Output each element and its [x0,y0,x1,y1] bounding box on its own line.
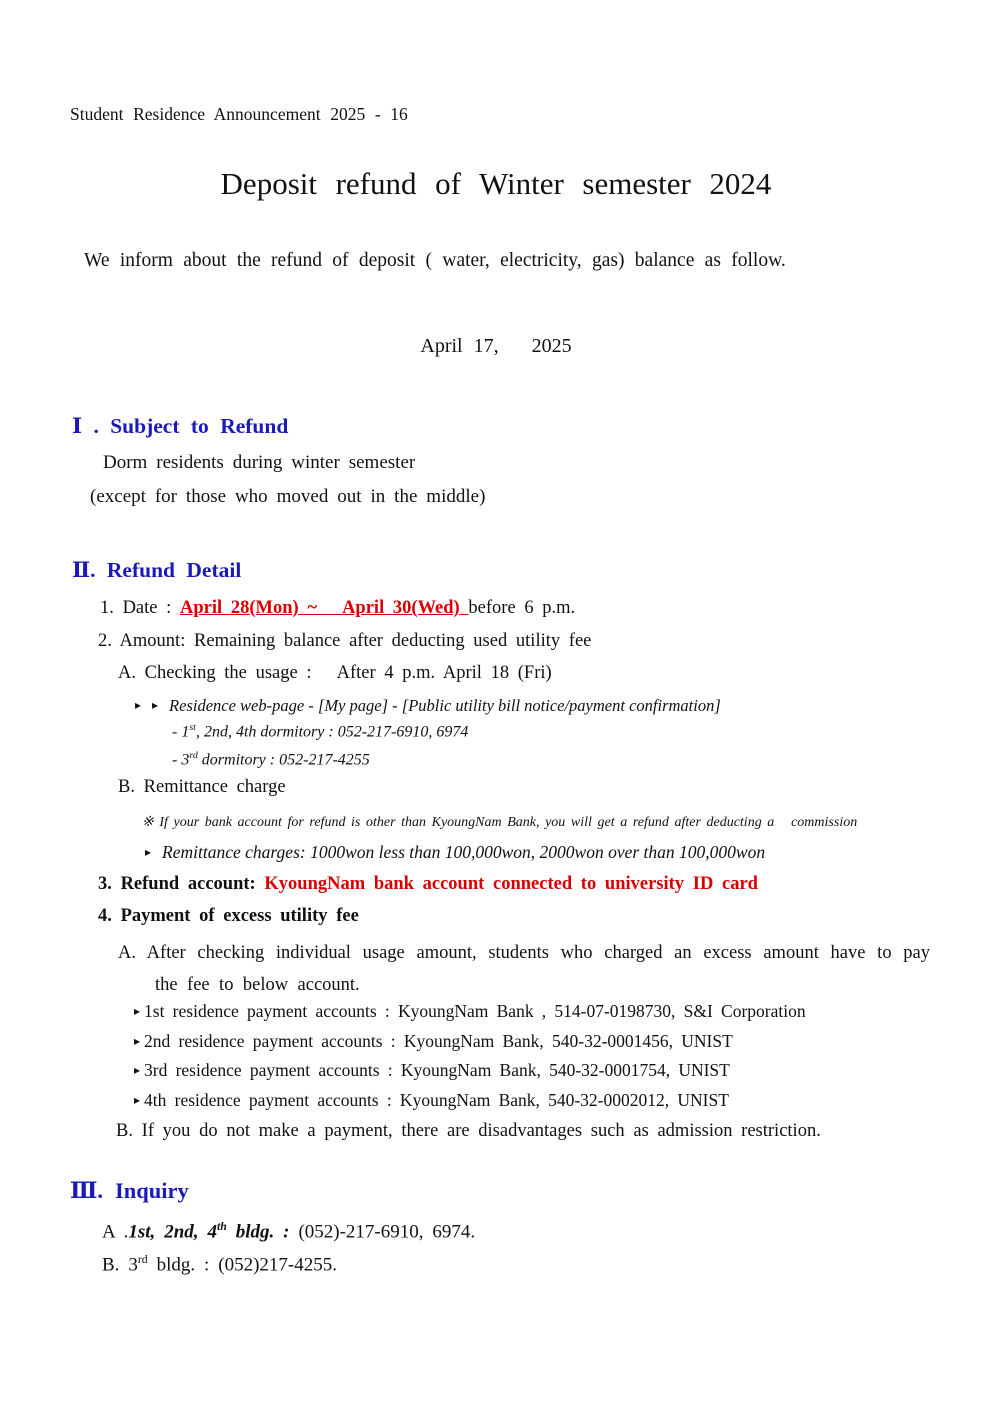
remittance-charges-text: Remittance charges: 1000won less than 100,000won, 2000won over than 100,000won [162,842,766,862]
dorm-124-phone-line [172,722,468,741]
triangle-bullet-icon: ▸ [134,1093,145,1107]
dorm-124-rest: , 2nd, 4th dormitory : 052-217-6910, 6974 [195,723,469,741]
webpage-path-text: Residence web-page - [My page] - [Public utility bill notice/payment confirmation] [169,696,721,715]
inquiry-a-bldg-label: bldg. : [226,1221,299,1243]
dorm-3-phone-line [172,750,370,769]
section-1-line-2: (except for those who moved out in the middle) [90,486,486,507]
triangle-bullet-icon: ▸ ▸ [135,698,170,712]
document-title: Deposit refund of Winter semester 2024 [220,166,772,201]
refund-date-line [100,598,575,619]
inquiry-a-label: A . [102,1221,129,1243]
inquiry-a-superscript: th [216,1220,227,1233]
refund-amount-line: 2. Amount: Remaining balance after deducting used utility fee [98,631,592,651]
payment-account-4: 4th residence payment accounts : KyoungNam Bank, 540-32-0002012, UNIST [144,1090,729,1110]
refund-date-label: 1. Date : [100,598,181,618]
inquiry-b-superscript: rd [137,1253,148,1266]
payment-account-row [134,1090,729,1111]
refund-account-label: 3. Refund account: [98,874,265,894]
triangle-bullet-icon: ▸ [134,1034,145,1048]
section-1-line-1: Dorm residents during winter semester [103,452,416,473]
inquiry-line-a [102,1220,475,1243]
inquiry-line-b [102,1253,337,1276]
remittance-charges-line [145,842,765,863]
document-number-header: Student Residence Announcement 2025 - 16 [70,104,408,124]
inquiry-a-buildings: 1st, 2nd, 4 [128,1221,217,1243]
refund-account-value: KyoungNam bank account connected to university ID card [264,874,758,894]
announcement-date: April 17, 2025 [420,335,572,357]
intro-paragraph: We inform about the refund of deposit ( water, electricity, gas) balance as follow. [84,250,786,271]
remittance-charge-heading: B. Remittance charge [118,777,286,797]
excess-fee-heading: 4. Payment of excess utility fee [98,906,359,926]
dorm-3-rest: dormitory : 052-217-4255 [197,751,370,769]
webpage-path-line [135,696,721,716]
triangle-bullet-icon: ▸ [145,845,163,859]
triangle-bullet-icon: ▸ [134,1004,145,1018]
payment-account-row [134,1060,730,1081]
excess-fee-paragraph: A. After checking individual usage amount, students who charged an excess amount have to pay the fee to below account. [118,943,940,995]
refund-date-range: April 28(Mon) ~ April 30(Wed) [180,598,469,618]
dorm-124-prefix: - 1 [172,723,190,741]
refund-date-suffix: before 6 p.m. [468,598,576,618]
checking-usage-line: A. Checking the usage : After 4 p.m. April 18 (Fri) [118,663,552,683]
commission-note: ※ If your bank account for refund is other than KyoungNam Bank, you will get a refund after deducting a commission [142,815,858,830]
dorm-3-prefix: - 3 [172,751,190,769]
triangle-bullet-icon: ▸ [134,1063,145,1077]
inquiry-b-prefix: B. 3 [102,1254,138,1276]
payment-account-1: 1st residence payment accounts : KyoungNam Bank , 514-07-0198730, S&I Corporation [144,1001,806,1021]
dorm-3-superscript: rd [189,750,198,761]
inquiry-a-phone: (052)-217-6910, 6974. [298,1221,476,1243]
payment-account-3: 3rd residence payment accounts : KyoungNam Bank, 540-32-0001754, UNIST [144,1060,730,1080]
dorm-124-superscript: st [189,722,196,733]
payment-account-row [134,1031,733,1052]
section-3-heading: Ⅲ. Inquiry [70,1178,189,1203]
refund-account-line [98,874,758,895]
payment-account-row [134,1001,806,1022]
inquiry-b-rest: bldg. : (052)217-4255. [147,1254,338,1276]
payment-account-2: 2nd residence payment accounts : KyoungNam Bank, 540-32-0001456, UNIST [144,1031,733,1051]
no-payment-warning: B. If you do not make a payment, there are disadvantages such as admission restriction. [116,1121,821,1141]
section-1-heading: Ⅰ . Subject to Refund [72,414,289,438]
section-2-heading: Ⅱ. Refund Detail [72,558,242,582]
